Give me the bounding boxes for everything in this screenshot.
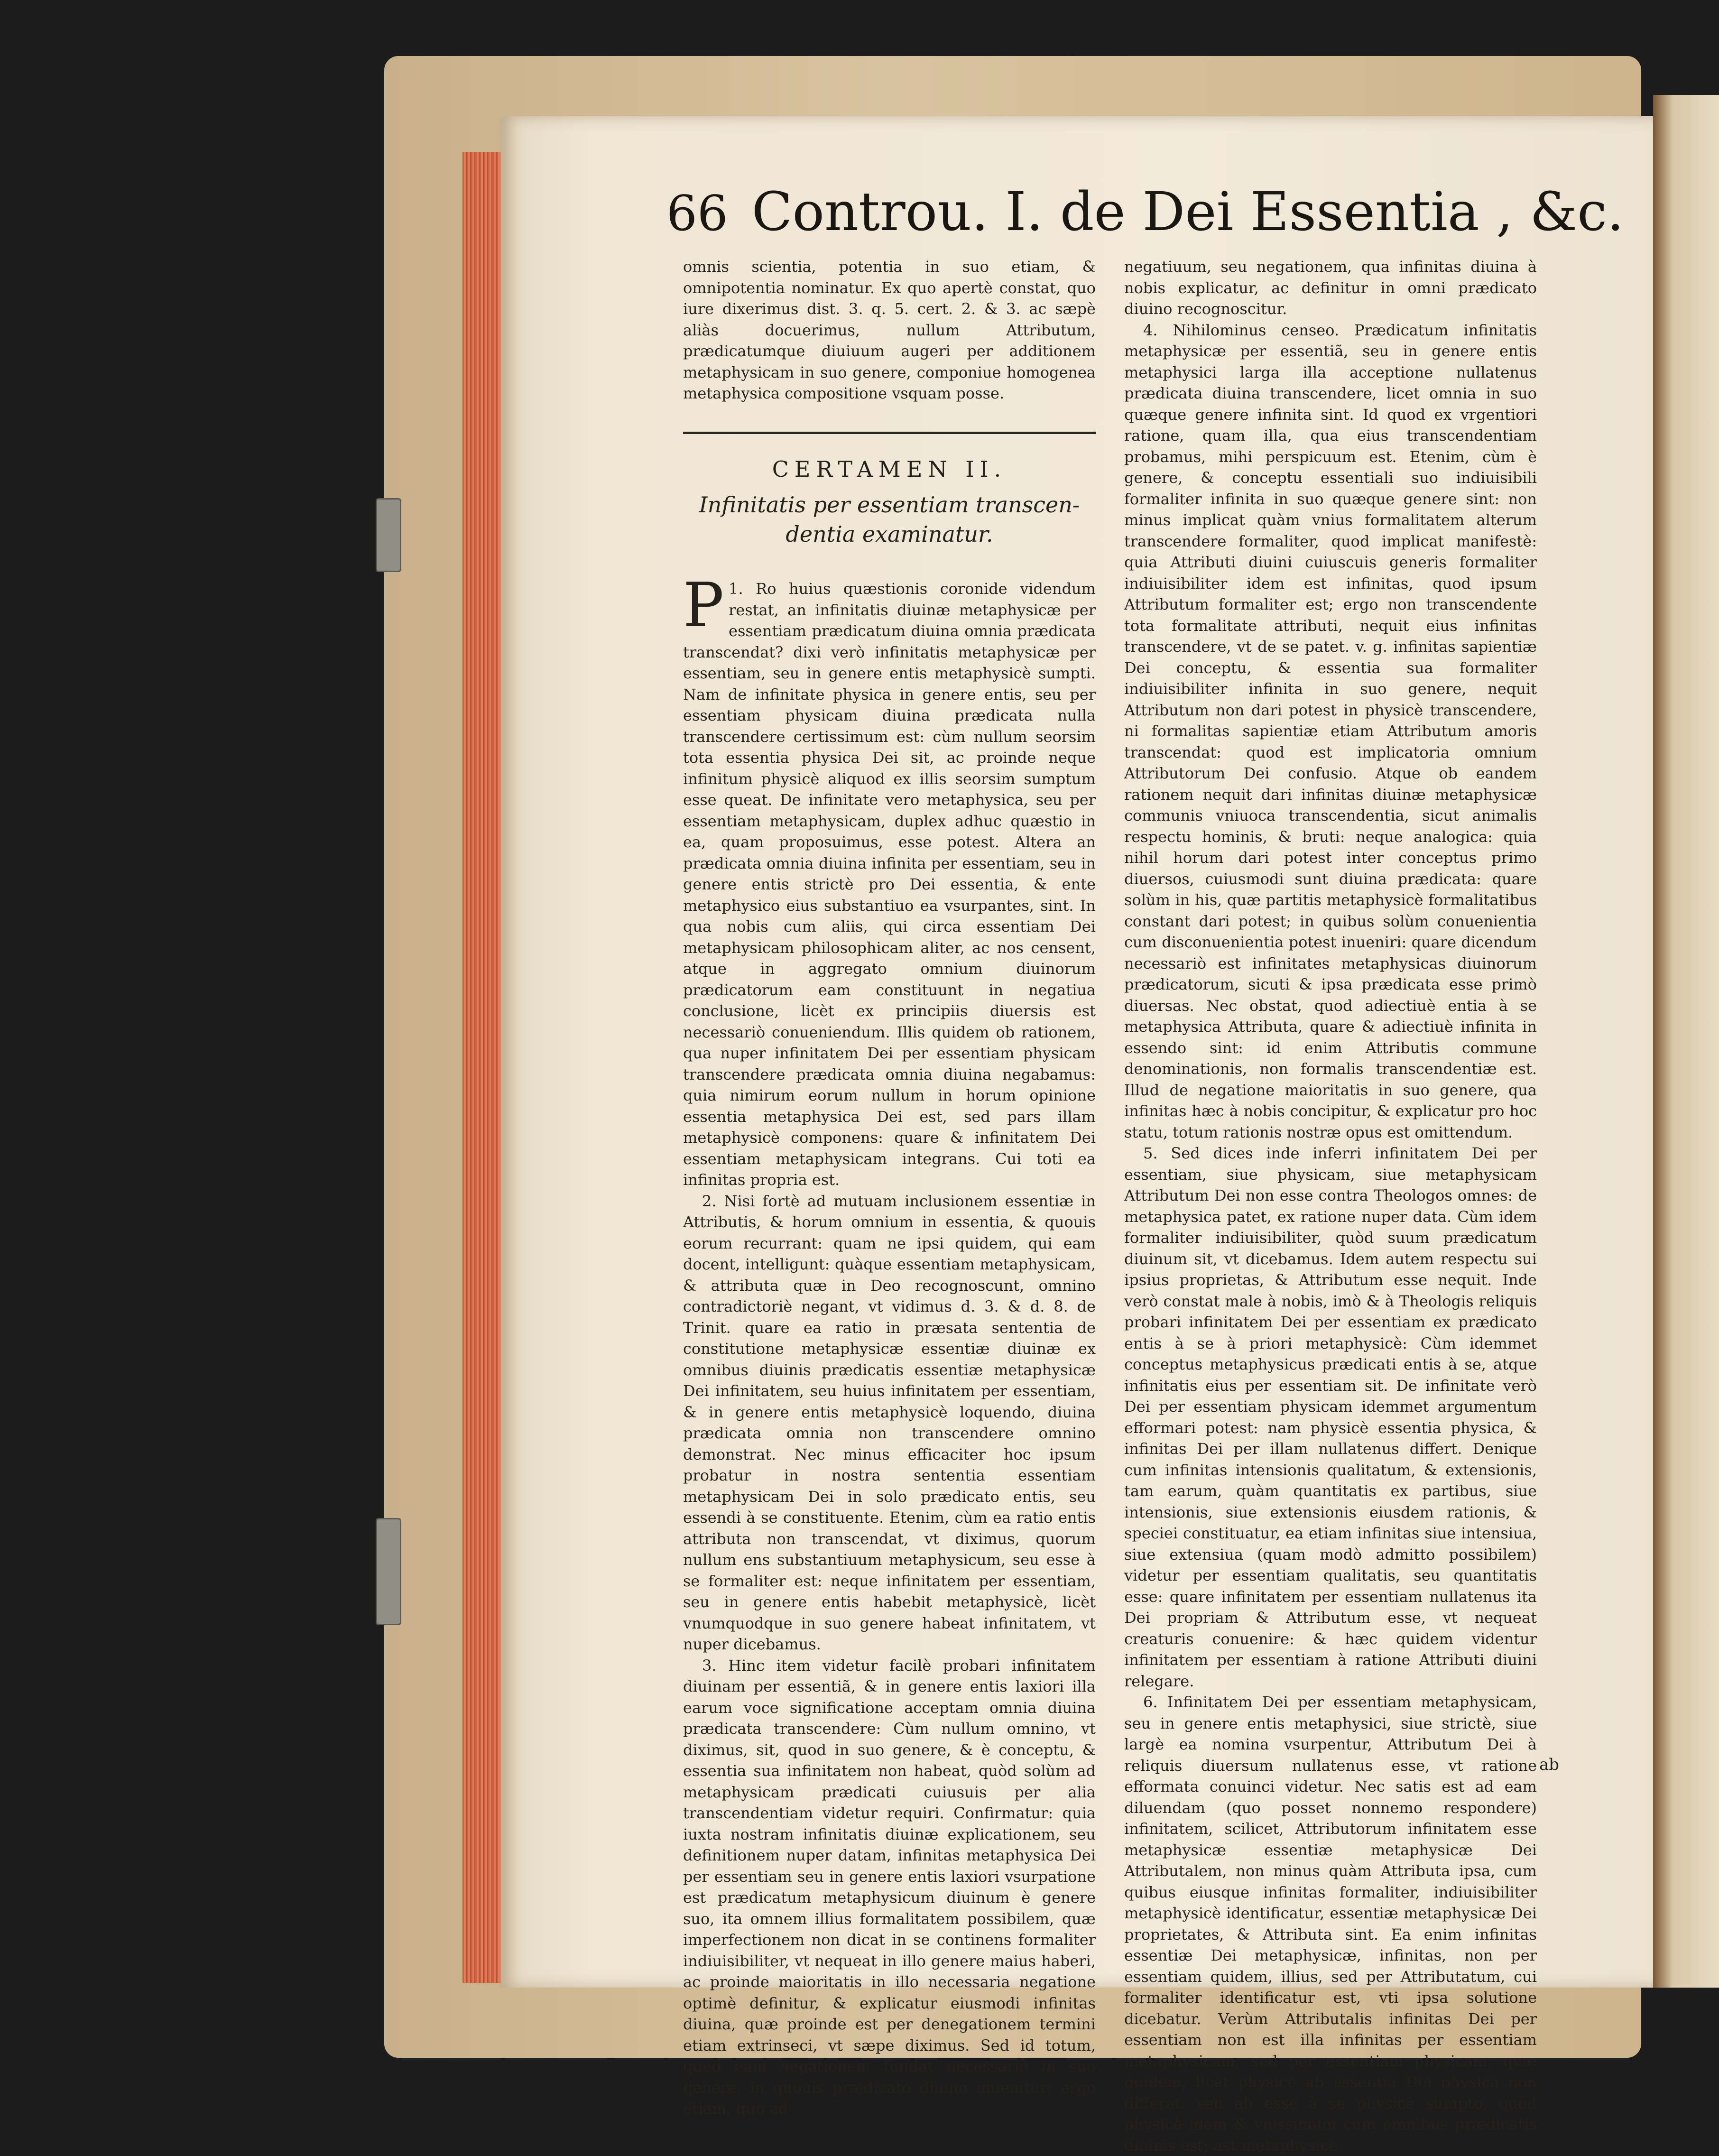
drop-cap: P <box>683 570 724 641</box>
section-subtitle <box>683 490 1096 549</box>
catchword: ab <box>1539 1755 1560 1774</box>
running-title: Controu. I. de Dei Essentia , &c. <box>751 181 1624 243</box>
paragraph-6: 6. Infinitatem Dei per essentiam metaphysicam, seu in genere entis metaphysici, siue strictè, siue largè ea nomina vsurpentur, Attributum Dei à reliquis diuersum nullatenus esse, vt ratione efformata conuinci videtur. Nec satis est ad eam diluendam (quo posset nonnemo respondere) infinitatem, scilicet, Attributorum infinitatem esse metaphysicæ essentiæ metaphysicæ Dei Attributalem, non minus quàm Attributa ipsa, cum quibus eiusque infinitas formaliter, indiuisibiliter metaphysicè identificatur, essentiæ metaphysicæ Dei proprietates, & Attributa sint. Ea enim infinitas essentiæ Dei metaphysicæ, infinitas, non per essentiam quidem, illius, sed per Attributatum, cui formaliter identificatur est, vti ipsa solutione dicebatur. Verùm Attributalis infinitas Dei per essentiam non est illa infinitas per essentiam metaphysicam, sed per essentiam physicam, quæ quidem, licèt physicè ab essentia Dei physica non differat, seu ab esse à se physicè sumpto, quòd physicè idem & vnissimum cum omnibus prædicatis diuinis est; ast metaphysicè <box>1124 1693 1537 2155</box>
paragraph-2: 2. Nisi fortè ad mutuam inclusionem essentiæ in Attributis, & horum omnium in essentia, & quouis eorum recurrant: quam ne ipsi quidem, qui eam docent, intelligunt: quàque essentiam metaphysicam, & attributa quæ in Deo recognoscunt, omnino contradictoriè negant, vt vidimus d. 3. & d. 8. de Trinit. quare ea ratio in præsata sententia de constitutione metaphysicæ essentiæ diuinæ ex omnibus diuinis prædicatis essentiæ metaphysicæ Dei infinitatem, seu huius infinitatem per essentiam, & in genere entis metaphysicè loquendo, diuina prædicata omnia non transcendere omnino demonstrat. Nec minus efficaciter hoc ipsum probatur in nostra sententia essentiam metaphysicam Dei in solo prædicato entis, seu essendi à se constituente. Etenim, cùm ea ratio entis attributa non transcendat, vt diximus, quorum nullum ens substantiuum metaphysicum, seu esse à se formaliter est: neque infinitatem per essentiam, seu in genere entis habebit metaphysicè, licèt vnumquodque in suo genere habeat infinitatem, vt nuper dicebamus. <box>683 1192 1096 1653</box>
clasp-upper <box>376 498 401 572</box>
continued-paragraph: omnis scientia, potentia in suo etiam, & omnipotentia nominatur. Ex quo apertè constat, quo iure dixerimus dist. 3. q. 5. cert. 2. & 3. ac sæpè aliàs docuerimus, nullum Attributum, prædicatumque diuiuum augeri per additionem metaphysicam in suo genere, componiue homogenea metaphysica compositione vsquam posse. <box>683 258 1096 402</box>
right-column <box>1124 256 1537 2155</box>
paragraph-4: 4. Nihilominus censeo. Prædicatum infinitatis metaphysicæ per essentiã, seu in genere entis metaphysici larga illa acceptione nullatenus prædicata diuina transcendere, licet omnia in suo quæque genere infinita sint. Id quod ex vrgentiori ratione, quam illa, qua eius transcendentiam probamus, mihi perspicuum est. Etenim, cùm è genere, & conceptu essentiali suo indiuisibili formaliter infinita in suo quæque genere sint: non minus implicat quàm vnius formalitatem alterum transcendere formaliter, quod implicat manifestè: quia Attributi diuini cuiuscuis generis formaliter indiuisibiliter idem est infinitas, quod ipsum Attributum formaliter est; ergo non transcendente tota formalitate attributi, nequit eius infinitas transcendere, vt de se patet. v. g. infinitas sapientiæ Dei conceptu, & essentia sua formaliter indiuisibiliter infinita in suo genere, nequit Attributum non dari potest in physicè transcendere, ni formalitas sapientiæ etiam Attributum amoris transcendat: quod est implicatoria omnium Attributorum Dei confusio. Atque ob eandem rationem nequit dari infinitas diuinæ metaphysicæ communis vniuoca transcendentia, sicut animalis respectu hominis, & bruti: neque analogica: quia nihil horum dari potest inter conceptus primo diuersos, cuiusmodi sunt diuina prædicata: quare solùm in his, quæ partitis metaphysicè formalitatibus constant dari potest; in quibus solùm conuenientia cum disconuenientia potest inueniri: quare dicendum necessariò est infinitates metaphysicas diuinorum prædicatorum, sicuti & ipsa prædicata esse primò diuersas. Nec obstat, quod adiectiuè entia à se metaphysica Attributa, quare & adiectiuè infinita in essendo sint: id enim Attributis commune denominationis, non formalis transcendentiæ est. Illud de negatione maioritatis in suo genere, qua infinitas hæc à nobis concipitur, & explicatur pro hoc statu, totum rationis nostræ opus est omittendum. <box>1124 321 1537 1141</box>
paragraph-text: Ro huius quæstionis coronide videndum restat, an infinitatis diuinæ metaphysicæ per essentiam prædicatum diuina omnia prædicata transcendat? dixi verò infinitatis metaphysicæ per essentiam, seu in genere entis metaphysicè sumpti. Nam de infinitate physica in genere entis, seu per essentiam physicam diuina prædicata nulla transcendere certissimum est: cùm nullum seorsim tota essentia physica Dei sit, ac proinde neque infinitum physicè aliquod ex illis seorsim sumptum esse queat. De infinitate vero metaphysica, seu per essentiam metaphysicam, duplex adhuc quæstio in ea, quam proposuimus, esse potest. Altera an prædicata omnia diuina infinita per essentiam, seu in genere entis strictè pro Dei essentia, & ente metaphysico eius substantiuo ea vsurpantes, sint. In qua nobis cum aliis, qui circa essentiam Dei metaphysicam philosophicam aliter, ac nos censent, atque in aggregato omnium diuinorum prædicatorum eam constituunt in negatiua conclusione, licèt ex principiis diuersis est necessariò conueniendum. Illis quidem ob rationem, qua nuper infinitatem Dei per essentiam physicam transcendere prædicata omnia diuina negabamus: quia nimirum eorum nullum in horum opinione essentia metaphysica Dei est, sed pars illam metaphysicè componens: quare & infinitatem Dei essentiam metaphysicam integrans. Cui toti ea infinitas propria est. <box>683 580 1096 1189</box>
section-title: CERTAMEN II. <box>772 456 1007 482</box>
section-rule <box>683 432 1096 434</box>
paragraph-1 <box>683 570 1096 1191</box>
paragraph-number: 1. <box>729 580 743 598</box>
page-header <box>666 181 1624 252</box>
paragraph-5: 5. Sed dices inde inferri infinitatem Dei per essentiam, siue physicam, siue metaphysicam Attributum Dei non esse contra Theologos omnes: de metaphysica patet, ex ratione nuper data. Cùm idem formaliter indiuisibiliter, quòd suum prædicatum diuinum sit, vt dicebamus. Idem autem respectu sui ipsius proprietas, & Attributum esse nequit. Inde verò constat male à nobis, imò & à Theologis reliquis probari infinitatem Dei per essentiam ex prædicato entis à se à priori metaphysicè: Cùm idemmet conceptus metaphysicus prædicati entis à se, atque infinitatis eius per essentiam sit. De infinitate verò Dei per essentiam physicam idemmet argumentum efformari potest: nam physicè essentia physica, & infinitas Dei per illam nullatenus differt. Denique cum infinitas intensionis qualitatum, & extensionis, tam earum, quàm quantitatis ex partibus, siue intensionis, siue extensionis eiusdem rationis, & speciei constituatur, ea etiam infinitas siue intensiua, siue extensiua (quam modò admitto possibilem) videtur per essentiam qualitatis, seu quantitatis esse: quare infinitatem per essentiam nullatenus ita Dei propriam & Attributum esse, vt nequeat creaturis conuenire: & hæc quidem videntur infinitatem per essentiam à ratione Attributi diuini relegare. <box>1124 1144 1537 1690</box>
left-column <box>683 256 1096 2118</box>
section-subtitle-line: Infinitatis per essentiam transcen- <box>699 492 1080 518</box>
facing-page-edge <box>1653 95 1719 1988</box>
page-number: 66 <box>666 185 728 242</box>
clasp-lower <box>376 1518 401 1625</box>
section-subtitle-line: dentia examinatur. <box>786 521 993 547</box>
paragraph-3: 3. Hinc item videtur facilè probari infinitatem diuinam per essentiã, & in genere entis laxiori illa earum voce significatione acceptam omnia diuina prædicata transcendere: Cùm nullum omnino, vt diximus, sit, quod in suo genere, & è conceptu, & essentia sua infinitatem non habeat, quòd solùm ad metaphysicam prædicati cuiusuis per alia transcendentiam videtur requiri. Confirmatur: quia iuxta nostram infinitatis diuinæ explicationem, seu definitionem nuper datam, infinitas metaphysica Dei per essentiam seu in genere entis laxiori vsurpatione est prædicatum metaphysicum diuinum è genere suo, ita omnem illius formalitatem possibilem, quæ imperfectionem non dicat in se continens formaliter indiuisibiliter, vt nequeat in illo genere maius haberi, ac proinde maioritatis in illo necessaria negatione optimè definitur, & explicatur eiusmodi infinitas diuina, quæ proinde est per denegationem termini etiam extrinseci, vt sæpe diximus. Sed id totum, quod eam negationem fundat necessariò in suo genere, in quouis prædicato diuino inuenitur: ergo etiam, quo ad <box>683 1656 1096 2118</box>
continued-paragraph: negatiuum, seu negationem, qua infinitas diuina à nobis explicatur, ac definitur in omni prædicato diuino recognoscitur. <box>1124 258 1537 318</box>
page-edges <box>462 152 500 1983</box>
